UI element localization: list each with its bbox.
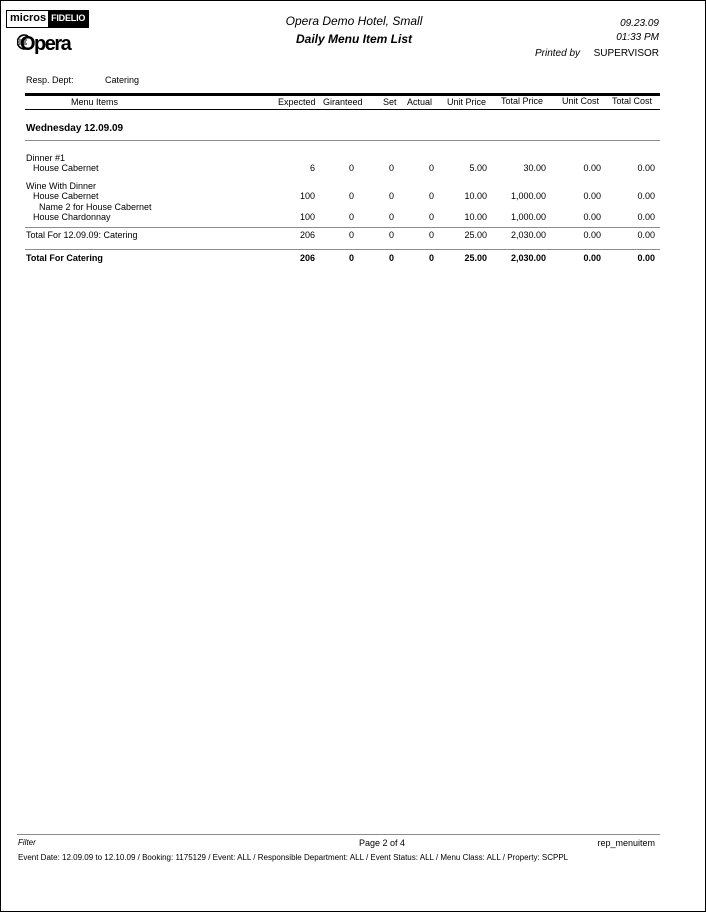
grand-total-total-price: 2,030.00: [510, 253, 546, 263]
printed-by-label: Printed by: [535, 48, 581, 59]
printed-by-value: SUPERVISOR: [593, 48, 659, 59]
item-unit-price: 10.00: [464, 191, 487, 201]
item-total-price: 1,000.00: [510, 191, 546, 201]
section-rule: [25, 140, 660, 141]
item-guaranteed: 0: [348, 212, 354, 222]
col-total-price: Total Price: [501, 96, 544, 106]
subtotal-unit-cost: 0.00: [583, 230, 601, 240]
item-unit-cost: 0.00: [583, 191, 601, 201]
item-set: 0: [388, 191, 394, 201]
item-set: 0: [388, 212, 394, 222]
item-total-cost: 0.00: [637, 212, 655, 222]
col-menu-items: Menu Items: [71, 97, 119, 107]
item-expected: 100: [299, 191, 315, 201]
item-expected: 6: [309, 163, 315, 173]
subtotal-expected: 206: [299, 230, 315, 240]
section-date: Wednesday 12.09.09: [26, 123, 124, 134]
grand-total-expected: 206: [299, 253, 315, 263]
item-unit-price: 10.00: [464, 212, 487, 222]
item-actual: 0: [428, 163, 434, 173]
resp-dept-label: Resp. Dept:: [26, 75, 74, 85]
item-name: House Cabernet: [33, 163, 99, 173]
subtotal-total-price: 2,030.00: [510, 230, 546, 240]
item-name: House Cabernet: [33, 191, 99, 201]
col-set: Set: [383, 97, 397, 107]
item-unit-price: 5.00: [469, 163, 487, 173]
item-actual: 0: [428, 191, 434, 201]
group-name: Dinner #1: [26, 153, 66, 163]
subtotal-unit-price: 25.00: [464, 230, 487, 240]
filter-parameters: Event Date: 12.09.09 to 12.10.09 / Booking: 1175129 / Event: ALL / Responsible Department: ALL / Event Status: ALL / Menu Class: ALL / Property: SCPPL: [18, 853, 569, 862]
report-date: 09.23.09: [620, 18, 659, 29]
col-guaranteed: Giranteed: [323, 97, 363, 107]
resp-dept-value: Catering: [105, 75, 140, 85]
item-total-cost: 0.00: [637, 191, 655, 201]
col-total-cost: Total Cost: [612, 96, 653, 106]
hotel-name: Opera Demo Hotel, Small: [285, 14, 423, 28]
grand-total-rule: [25, 249, 660, 250]
group-name: Wine With Dinner: [26, 181, 97, 191]
item-name: House Chardonnay: [33, 212, 111, 222]
item-total-cost: 0.00: [637, 163, 655, 173]
item-unit-cost: 0.00: [583, 212, 601, 222]
subtotal-actual: 0: [428, 230, 434, 240]
subtotal-total-cost: 0.00: [637, 230, 655, 240]
subtotal-rule: [25, 227, 660, 228]
item-alt-name: Name 2 for House Cabernet: [39, 202, 152, 212]
footer-rule: [17, 834, 660, 835]
item-guaranteed: 0: [348, 191, 354, 201]
item-total-price: 30.00: [523, 163, 546, 173]
subtotal-label: Total For 12.09.09: Catering: [26, 230, 138, 240]
grand-total-actual: 0: [428, 253, 434, 263]
column-header-rule: [25, 109, 660, 110]
grand-total-unit-cost: 0.00: [583, 253, 601, 263]
footer-filter-label: Filter: [18, 838, 36, 847]
report-time: 01:33 PM: [616, 32, 659, 43]
col-actual: Actual: [407, 97, 433, 107]
item-guaranteed: 0: [348, 163, 354, 173]
micros-logo-text: micros: [7, 11, 48, 27]
item-actual: 0: [428, 212, 434, 222]
item-total-price: 1,000.00: [510, 212, 546, 222]
col-unit-cost: Unit Cost: [562, 96, 600, 106]
col-unit-price: Unit Price: [447, 97, 487, 107]
grand-total-set: 0: [388, 253, 394, 263]
col-expected: Expected: [278, 97, 316, 107]
item-expected: 100: [299, 212, 315, 222]
opera-logo: Opera: [20, 33, 71, 55]
page-number: Page 2 of 4: [359, 838, 406, 848]
subtotal-guaranteed: 0: [348, 230, 354, 240]
report-title: Daily Menu Item List: [295, 32, 413, 46]
grand-total-total-cost: 0.00: [637, 253, 655, 263]
report-id: rep_menuitem: [597, 838, 655, 848]
grand-total-label: Total For Catering: [26, 253, 103, 263]
subtotal-set: 0: [388, 230, 394, 240]
fidelio-logo-text: FIDELIO: [48, 11, 88, 27]
item-set: 0: [388, 163, 394, 173]
grand-total-guaranteed: 0: [348, 253, 354, 263]
item-unit-cost: 0.00: [583, 163, 601, 173]
grand-total-unit-price: 25.00: [464, 253, 487, 263]
